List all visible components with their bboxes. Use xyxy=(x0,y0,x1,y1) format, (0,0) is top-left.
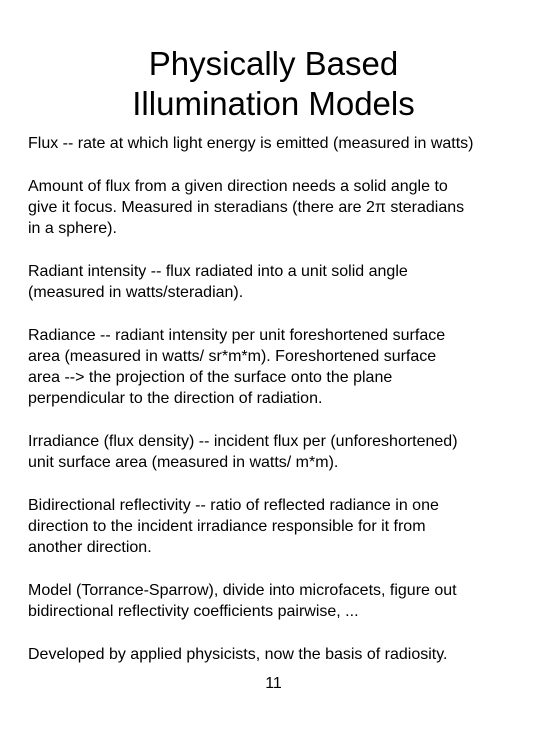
paragraph-solid-angle: Amount of flux from a given direction needs a solid angle to give it focus. Measured in steradians (there are 2π steradians in a sphere). xyxy=(28,178,465,237)
paragraph-irradiance: Irradiance (flux density) -- incident flux per (unforeshortened) unit surface area (measured in watts/ m*m). xyxy=(28,433,458,471)
paragraph-bidirectional-reflectivity: Bidirectional reflectivity -- ratio of reflected radiance in one direction to the incident irradiance responsible for it from another direction. xyxy=(28,497,439,556)
slide-title-line-1: Physically Based xyxy=(148,45,399,82)
paragraph-radiant-intensity: Radiant intensity -- flux radiated into a unit solid angle (measured in watts/steradian). xyxy=(28,263,408,301)
paragraph-flux: Flux -- rate at which light energy is emitted (measured in watts) xyxy=(28,135,474,152)
slide-body xyxy=(28,133,543,687)
paragraph-radiosity: Developed by applied physicists, now the basis of radiosity. xyxy=(28,646,448,663)
slide-title xyxy=(0,44,547,124)
slide-title-line-2: Illumination Models xyxy=(132,85,415,122)
page-number: 11 xyxy=(265,675,282,692)
paragraph-radiance: Radiance -- radiant intensity per unit foreshortened surface area (measured in watts/ sr*m*m). Foreshortened surface area --> the projection of the surface onto the plane perpendicular to the direction of radiation. xyxy=(28,327,446,407)
paragraph-torrance-sparrow-model: Model (Torrance-Sparrow), divide into microfacets, figure out bidirectional reflectivity coefficients pairwise, ... xyxy=(28,582,457,620)
